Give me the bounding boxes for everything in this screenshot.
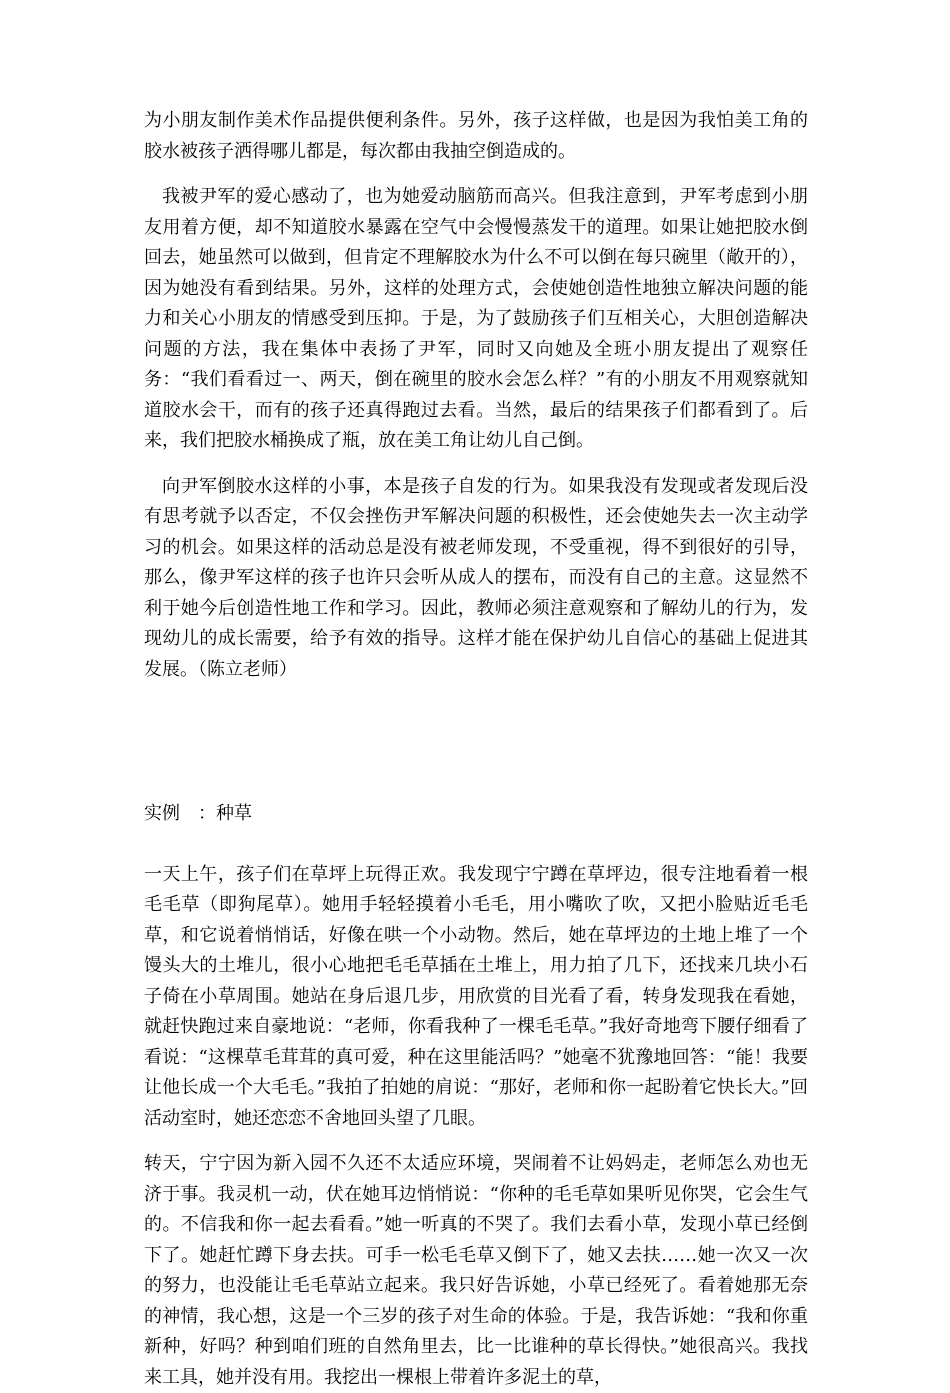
document-page (144, 106, 808, 1393)
paragraph-reflection: 我被尹军的爱心感动了，也为她爱动脑筋而高兴。但我注意到，尹军考虑到小朋友用着方便，却不知道胶水暴露在空气中会慢慢蒸发干的道理。如果让她把胶水倒回去，她虽然可以做到，但肯定不理解胶水为什么不可以倒在每只碗里（敞开的），因为她没有看到结果。另外，这样的处理方式，会使她创造性地独立解决问题的能力和关心小朋友的情感受到压抑。于是，为了鼓励孩子们互相关心，大胆创造解决问题的方法，我在集体中表扬了尹军，同时又向她及全班小朋友提出了观察任务：“我们看看过一、两天，倒在碗里的胶水会怎么样？”有的小朋友不用观察就知道胶水会干，而有的孩子还真得跑过去看。当然，最后的结果孩子们都看到了。后来，我们把胶水桶换成了瓶，放在美工角让幼儿自己倒。 (144, 186, 808, 451)
section-heading: 实例 ：种草 (144, 803, 252, 824)
paragraph-story-day-two: 转天，宁宁因为新入园不久还不太适应环境，哭闹着不让妈妈走，老师怎么劝也无济于事。我灵机一动，伏在她耳边悄悄说：“你种的毛毛草如果听见你哭，它会生气的。不信我和你一起去看看。”她一听真的不哭了。我们去看小草，发现小草已经倒下了。她赶忙蹲下身去扶。可手一松毛毛草又倒下了，她又去扶……她一次又一次的努力，也没能让毛毛草站立起来。我只好告诉她，小草已经死了。看着她那无奈的神情，我心想，这是一个三岁的孩子对生命的体验。于是，我告诉她：“我和你重新种，好吗？种到咱们班的自然角里去，比一比谁种的草长得快。”她很高兴。我找来工具，她并没有用。我挖出一棵根上带着许多泥土的草， (144, 1153, 808, 1388)
paragraph-story-day-one: 一天上午，孩子们在草坪上玩得正欢。我发现宁宁蹲在草坪边，很专注地看着一根毛毛草（即狗尾草）。她用手轻轻摸着小毛毛，用小嘴吹了吹，又把小脸贴近毛毛草，和它说着悄悄话，好像在哄一个小动物。然后，她在草坪边的土地上堆了一个馒头大的土堆儿，很小心地把毛毛草插在土堆上，用力拍了几下，还找来几块小石子倚在小草周围。她站在身后退几步，用欣赏的目光看了看，转身发现我在看她，就赶快跑过来自豪地说：“老师，你看我种了一棵毛毛草。”我好奇地弯下腰仔细看了看说：“这棵草毛茸茸的真可爱，种在这里能活吗？”她毫不犹豫地回答：“能！我要让他长成一个大毛毛。”我拍了拍她的肩说：“那好，老师和你一起盼着它快长大。”回活动室时，她还恋恋不舍地回头望了几眼。 (144, 863, 808, 1129)
paragraph-continuation: 为小朋友制作美术作品提供便利条件。另外，孩子这样做，也是因为我怕美工角的胶水被孩子洒得哪儿都是，每次都由我抽空倒造成的。 (144, 110, 808, 162)
section-spacer (144, 685, 808, 799)
paragraph-conclusion: 向尹军倒胶水这样的小事，本是孩子自发的行为。如果我没有发现或者发现后没有思考就予以否定，不仅会挫伤尹军解决问题的积极性，还会使她失去一次主动学习的机会。如果这样的活动总是没有被老师发现，不受重视，得不到很好的引导，那么，像尹军这样的孩子也许只会听从成人的摆布，而没有自己的主意。这显然不利于她今后创造性地工作和学习。因此，教师必须注意观察和了解幼儿的行为，发现幼儿的成长需要，给予有效的指导。这样才能在保护幼儿自信心的基础上促进其发展。（陈立老师） (144, 475, 808, 680)
